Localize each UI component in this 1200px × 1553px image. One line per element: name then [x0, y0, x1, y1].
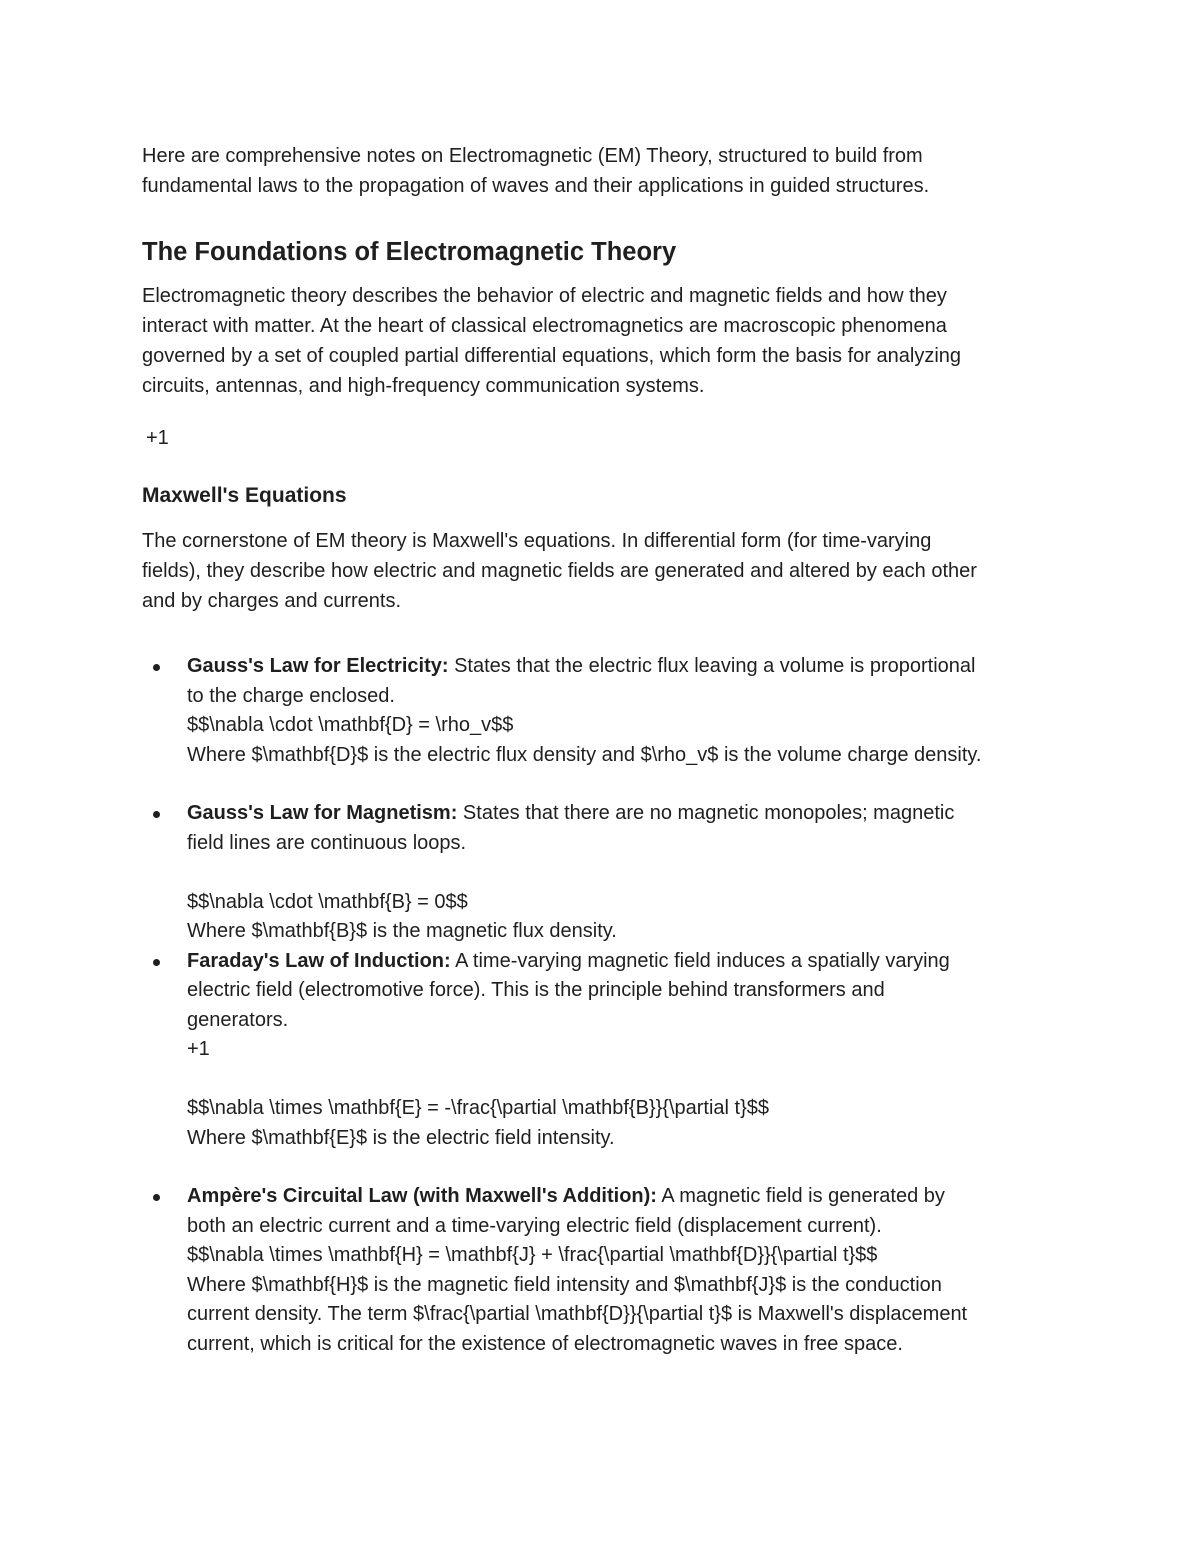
law-title: Gauss's Law for Electricity:: [187, 655, 449, 677]
sub-heading: Maxwell's Equations: [142, 484, 347, 507]
list-item-gauss-electricity: [142, 652, 1072, 770]
bullet-icon: [153, 959, 160, 966]
equation-text: $$\nabla \cdot \mathbf{B} = 0$$: [187, 890, 468, 913]
bullet-icon: [153, 811, 160, 818]
law-title: Gauss's Law for Magnetism:: [187, 802, 458, 824]
list-item-gauss-magnetism: [142, 799, 1072, 947]
law-description: States that the electric flux leaving a volume is proportional: [448, 655, 976, 677]
law-title: Faraday's Law of Induction:: [187, 949, 451, 972]
equation-definition: Where $\mathbf{E}$ is the electric field intensity.: [187, 1126, 615, 1149]
intro-paragraph: [142, 141, 1072, 201]
citation-marker[interactable]: +1: [146, 427, 169, 449]
equation-definition: Where $\mathbf{D}$ is the electric flux density and $\rho_v$ is the volume charge density.: [187, 743, 982, 766]
list-item-faraday: [142, 947, 1072, 1154]
document-page: [142, 141, 1072, 1359]
paragraph-line: The cornerstone of EM theory is Maxwell's equations. In differential form (for time-varying: [142, 530, 932, 552]
paragraph-line: interact with matter. At the heart of classical electromagnetics are macroscopic phenomena: [142, 315, 947, 337]
equation-definition: Where $\mathbf{B}$ is the magnetic flux density.: [187, 920, 617, 942]
bullet-icon: [153, 664, 160, 671]
foundations-paragraph: [142, 281, 1072, 401]
intro-line: fundamental laws to the propagation of waves and their applications in guided structures.: [142, 175, 930, 197]
law-description: both an electric current and a time-varying electric field (displacement current).: [187, 1214, 882, 1237]
paragraph-line: governed by a set of coupled partial differential equations, which form the basis for analyzing: [142, 345, 962, 367]
equation-definition: Where $\mathbf{H}$ is the magnetic field intensity and $\mathbf{J}$ is the conduction: [187, 1273, 942, 1296]
list-item-ampere: [142, 1182, 1072, 1359]
maxwell-paragraph: [142, 526, 1072, 616]
paragraph-line: Electromagnetic theory describes the behavior of electric and magnetic fields and how they: [142, 285, 947, 307]
law-description: States that there are no magnetic monopoles; magnetic: [457, 802, 955, 824]
law-description: electric field (electromotive force). This is the principle behind transformers and: [187, 979, 885, 1001]
law-description: to the charge enclosed.: [187, 684, 395, 707]
paragraph-line: circuits, antennas, and high-frequency communication systems.: [142, 375, 705, 397]
equation-text: $$\nabla \cdot \mathbf{D} = \rho_v$$: [187, 714, 514, 736]
law-description: A magnetic field is generated by: [656, 1185, 945, 1207]
equation-definition: current, which is critical for the existence of electromagnetic waves in free space.: [187, 1332, 903, 1355]
equation-definition: current density. The term $\frac{\partial \mathbf{D}}{\partial t}$ is Maxwell's displacement: [187, 1303, 968, 1325]
paragraph-line: and by charges and currents.: [142, 590, 402, 612]
law-title: Ampère's Circuital Law (with Maxwell's Addition):: [187, 1185, 657, 1207]
equation-text: $$\nabla \times \mathbf{E} = -\frac{\partial \mathbf{B}}{\partial t}$$: [187, 1097, 770, 1119]
law-description: A time-varying magnetic field induces a spatially varying: [450, 949, 950, 972]
citation-marker[interactable]: +1: [187, 1038, 210, 1060]
bullet-icon: [153, 1194, 160, 1201]
intro-line: Here are comprehensive notes on Electromagnetic (EM) Theory, structured to build from: [142, 145, 923, 167]
main-heading: The Foundations of Electromagnetic Theory: [142, 238, 677, 266]
law-description: generators.: [187, 1008, 289, 1031]
law-description: field lines are continuous loops.: [187, 831, 467, 854]
paragraph-line: fields), they describe how electric and magnetic fields are generated and altered by each other: [142, 560, 977, 582]
equation-text: $$\nabla \times \mathbf{H} = \mathbf{J} + \frac{\partial \mathbf{D}}{\partial t}$$: [187, 1244, 878, 1266]
maxwell-equations-list: [142, 652, 1072, 1359]
